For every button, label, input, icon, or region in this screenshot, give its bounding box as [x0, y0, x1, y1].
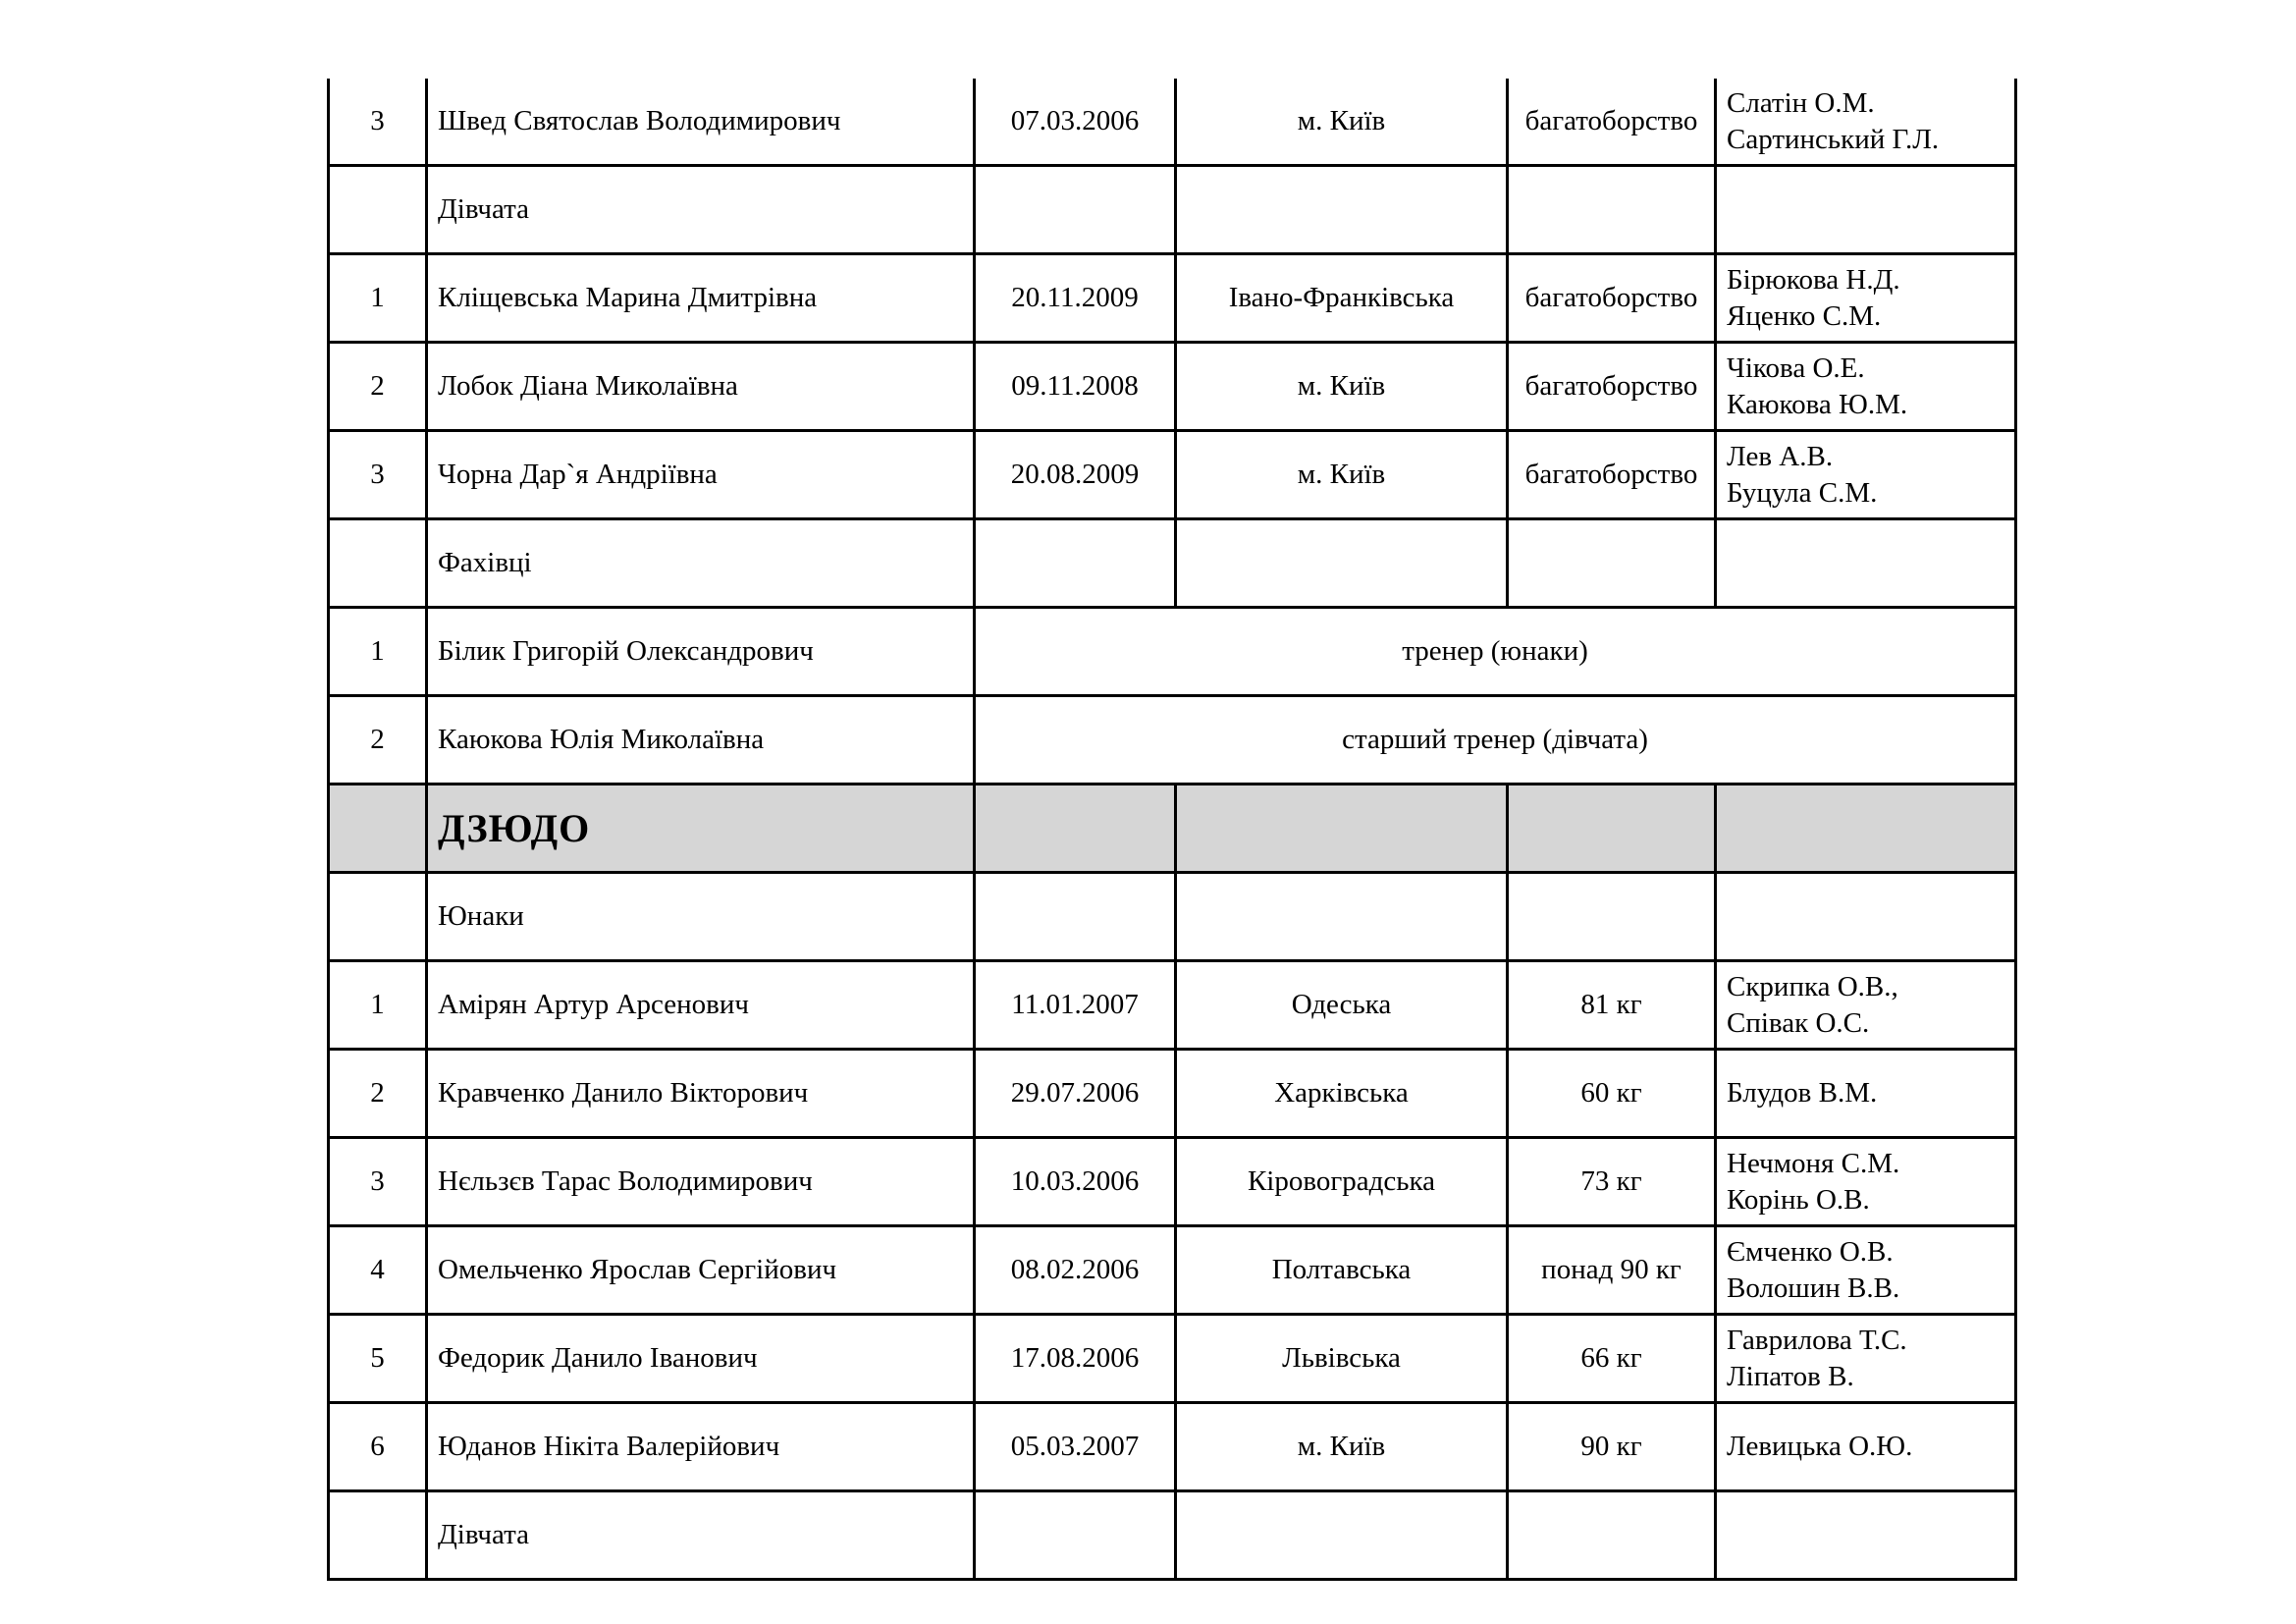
birthdate-cell	[975, 785, 1176, 873]
athlete-name-cell: Нєльзєв Тарас Володимирович	[427, 1138, 975, 1226]
row-number-cell	[329, 1491, 427, 1580]
region-cell: м. Київ	[1176, 431, 1508, 519]
coach-name: Блудов В.М.	[1727, 1077, 1878, 1110]
region-cell	[1176, 873, 1508, 961]
specialist-row	[329, 696, 2016, 785]
row-number-cell: 1	[329, 961, 427, 1050]
row-number-cell: 5	[329, 1315, 427, 1403]
athlete-row	[329, 1050, 2016, 1138]
birthdate-cell: 09.11.2008	[975, 343, 1176, 431]
athlete-name-cell: Юданов Нікіта Валерійович	[427, 1403, 975, 1491]
birthdate-cell	[975, 166, 1176, 254]
athlete-name-cell: Омельченко Ярослав Сергійович	[427, 1226, 975, 1315]
region-cell: Львівська	[1176, 1315, 1508, 1403]
coach-name: Лев А.В.	[1727, 441, 1834, 473]
athlete-row	[329, 254, 2016, 343]
birthdate-cell: 20.08.2009	[975, 431, 1176, 519]
section-label-cell: Дівчата	[427, 166, 975, 254]
category-cell	[1508, 785, 1716, 873]
coaches-cell	[1716, 1491, 2016, 1580]
roster-table-body	[329, 79, 2016, 1580]
row-number-cell: 3	[329, 1138, 427, 1226]
category-cell: багатоборство	[1508, 431, 1716, 519]
region-cell	[1176, 785, 1508, 873]
row-number-cell: 3	[329, 79, 427, 166]
coach-name: Буцула С.М.	[1727, 476, 1878, 509]
athlete-row	[329, 79, 2016, 166]
row-number-cell	[329, 519, 427, 608]
roster-table	[327, 79, 2017, 1581]
birthdate-cell	[975, 519, 1176, 608]
region-cell: Полтавська	[1176, 1226, 1508, 1315]
section-row	[329, 785, 2016, 873]
coaches-cell	[1716, 343, 2016, 431]
category-cell: 73 кг	[1508, 1138, 1716, 1226]
athlete-name-cell: Кліщевська Марина Дмитрівна	[427, 254, 975, 343]
athlete-row	[329, 343, 2016, 431]
row-number-cell	[329, 785, 427, 873]
coaches-cell	[1716, 1050, 2016, 1138]
coach-name: Нечмоня С.М.	[1727, 1148, 1900, 1180]
athlete-name-cell: Кравченко Данило Вікторович	[427, 1050, 975, 1138]
row-number-cell: 2	[329, 696, 427, 785]
coach-name: Скрипка О.В.,	[1727, 971, 1898, 1003]
athlete-row	[329, 1226, 2016, 1315]
section-label-cell: ДЗЮДО	[427, 785, 975, 873]
birthdate-cell: 10.03.2006	[975, 1138, 1176, 1226]
category-cell: 81 кг	[1508, 961, 1716, 1050]
athlete-row	[329, 1138, 2016, 1226]
category-cell: 90 кг	[1508, 1403, 1716, 1491]
specialist-role-cell: тренер (юнаки)	[975, 608, 2016, 696]
row-number-cell: 2	[329, 1050, 427, 1138]
coach-name: Яценко С.М.	[1727, 299, 1882, 332]
row-number-cell: 2	[329, 343, 427, 431]
coach-name: Чікова О.Е.	[1727, 352, 1865, 385]
category-cell	[1508, 873, 1716, 961]
region-cell	[1176, 166, 1508, 254]
row-number-cell: 1	[329, 254, 427, 343]
coaches-cell	[1716, 166, 2016, 254]
coaches-cell	[1716, 519, 2016, 608]
row-number-cell: 3	[329, 431, 427, 519]
specialist-name-cell: Каюкова Юлія Миколаївна	[427, 696, 975, 785]
coach-name: Каюкова Ю.М.	[1727, 388, 1908, 420]
birthdate-cell: 20.11.2009	[975, 254, 1176, 343]
specialist-name-cell: Білик Григорій Олександрович	[427, 608, 975, 696]
birthdate-cell	[975, 1491, 1176, 1580]
row-number-cell: 6	[329, 1403, 427, 1491]
region-cell: м. Київ	[1176, 1403, 1508, 1491]
category-cell: багатоборство	[1508, 254, 1716, 343]
region-cell	[1176, 519, 1508, 608]
coach-name: Співак О.С.	[1727, 1006, 1870, 1039]
coach-name: Бірюкова Н.Д.	[1727, 264, 1900, 297]
coaches-cell	[1716, 254, 2016, 343]
row-number-cell	[329, 873, 427, 961]
birthdate-cell: 17.08.2006	[975, 1315, 1176, 1403]
birthdate-cell: 05.03.2007	[975, 1403, 1176, 1491]
specialist-row	[329, 608, 2016, 696]
coach-name: Левицька О.Ю.	[1727, 1431, 1913, 1463]
birthdate-cell: 29.07.2006	[975, 1050, 1176, 1138]
category-cell	[1508, 166, 1716, 254]
birthdate-cell	[975, 873, 1176, 961]
section-label-cell: Дівчата	[427, 1491, 975, 1580]
athlete-row	[329, 961, 2016, 1050]
athlete-row	[329, 1403, 2016, 1491]
coach-name: Волошин В.В.	[1727, 1272, 1900, 1304]
athlete-name-cell: Федорик Данило Іванович	[427, 1315, 975, 1403]
region-cell: Харківська	[1176, 1050, 1508, 1138]
region-cell	[1176, 1491, 1508, 1580]
coaches-cell	[1716, 1315, 2016, 1403]
coaches-cell	[1716, 961, 2016, 1050]
athlete-name-cell: Лобок Діана Миколаївна	[427, 343, 975, 431]
region-cell: м. Київ	[1176, 343, 1508, 431]
category-cell: багатоборство	[1508, 79, 1716, 166]
specialist-role-cell: старший тренер (дівчата)	[975, 696, 2016, 785]
athlete-row	[329, 1315, 2016, 1403]
coaches-cell	[1716, 873, 2016, 961]
subsection-row	[329, 519, 2016, 608]
coach-name: Сартинський Г.Л.	[1727, 123, 1940, 155]
section-label-cell: Юнаки	[427, 873, 975, 961]
category-cell: понад 90 кг	[1508, 1226, 1716, 1315]
row-number-cell: 4	[329, 1226, 427, 1315]
birthdate-cell: 08.02.2006	[975, 1226, 1176, 1315]
coach-name: Слатін О.М.	[1727, 87, 1875, 120]
row-number-cell: 1	[329, 608, 427, 696]
category-cell: 66 кг	[1508, 1315, 1716, 1403]
subsection-row	[329, 166, 2016, 254]
coaches-cell	[1716, 79, 2016, 166]
coaches-cell	[1716, 1138, 2016, 1226]
region-cell: Івано-Франківська	[1176, 254, 1508, 343]
category-cell: багатоборство	[1508, 343, 1716, 431]
coach-name: Гаврилова Т.С.	[1727, 1325, 1907, 1357]
coaches-cell	[1716, 1403, 2016, 1491]
coaches-cell	[1716, 785, 2016, 873]
athlete-row	[329, 431, 2016, 519]
athlete-name-cell: Амірян Артур Арсенович	[427, 961, 975, 1050]
coach-name: Корінь О.В.	[1727, 1183, 1870, 1216]
coaches-cell	[1716, 1226, 2016, 1315]
subsection-row	[329, 873, 2016, 961]
region-cell: м. Київ	[1176, 79, 1508, 166]
coach-name: Ємченко О.В.	[1727, 1236, 1894, 1269]
category-cell: 60 кг	[1508, 1050, 1716, 1138]
subsection-row	[329, 1491, 2016, 1580]
coach-name: Ліпатов В.	[1727, 1360, 1854, 1392]
category-cell	[1508, 519, 1716, 608]
athlete-name-cell: Чорна Дар`я Андріївна	[427, 431, 975, 519]
athlete-name-cell: Швед Святослав Володимирович	[427, 79, 975, 166]
birthdate-cell: 11.01.2007	[975, 961, 1176, 1050]
category-cell	[1508, 1491, 1716, 1580]
region-cell: Одеська	[1176, 961, 1508, 1050]
section-label-cell: Фахівці	[427, 519, 975, 608]
coaches-cell	[1716, 431, 2016, 519]
region-cell: Кіровоградська	[1176, 1138, 1508, 1226]
row-number-cell	[329, 166, 427, 254]
birthdate-cell: 07.03.2006	[975, 79, 1176, 166]
